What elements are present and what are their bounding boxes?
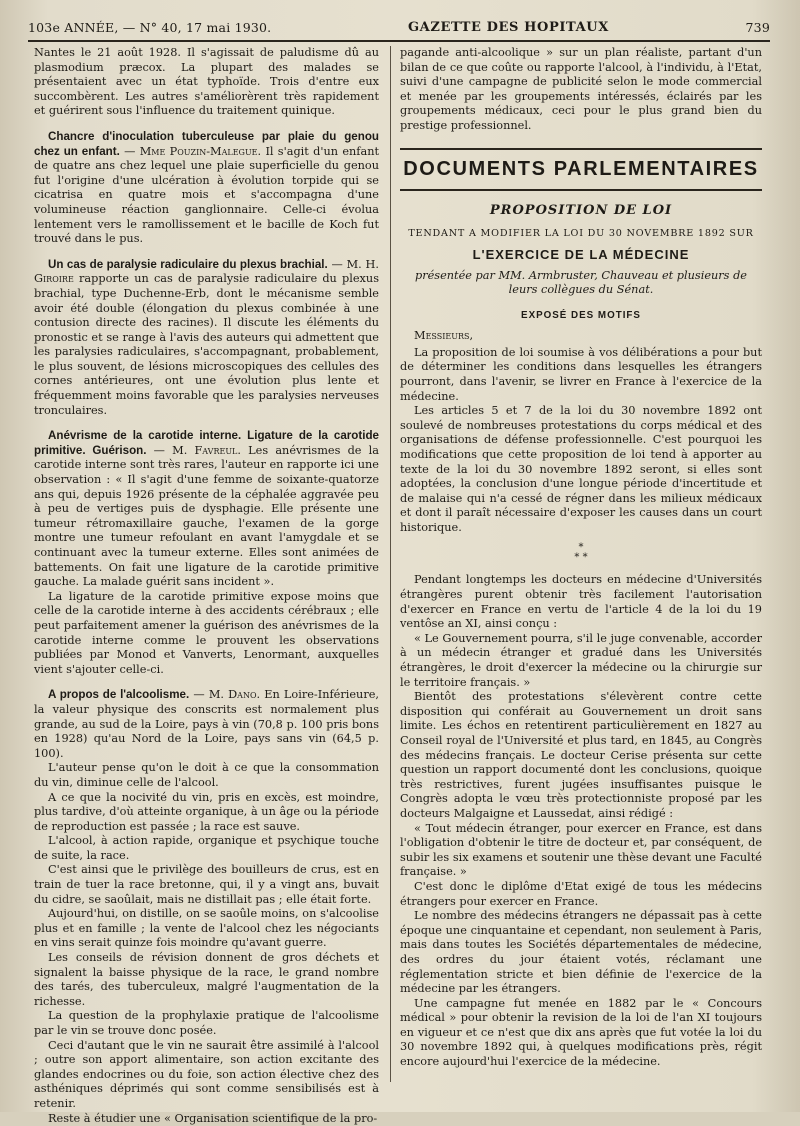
proposal-main-title: L'EXERCICE DE LA MÉDECINE <box>472 246 690 262</box>
asterism-top: * <box>578 542 584 554</box>
paragraph: C'est ainsi que le privilège des bouilleurs de crus, est en train de tuer la race bretonne, qui, il y a vingt ans, buvait du cidre, se saoûlait, mais ne distillait pas ; elle était forte. <box>34 863 379 906</box>
article-author: Mme Pouzin-Malegue. <box>139 144 262 158</box>
article-paralysie: Un cas de paralysie radiculaire du plexus brachial. — M. H. Giroire rapporte un cas de paralysie radiculaire du plexus brachial, type Duchenne-Erb, dont le mécanisme semble avoir été double (élongation du plexus combinée à une contusion directe des racines). Il discute les éléments du pronostic et se range à l'avis des auteurs qui admettent que les paralysies radiculaires, s'accompagnant, probablement, le plus souvent, de lésions microscopiques des cellules des cornes antérieures, ont une évolution plus lente et fréquemment moins favorable que les paralysies nerveuses tronculaires. <box>34 257 380 417</box>
article-chancre: Chancre d'inoculation tuberculeuse par plaie du genou chez un enfant. — Mme Pouzin-Malegue. Il s'agit d'un enfant de quatre ans chez lequel une plaie superficielle du genou fut l'origine d'une ulcération à évolution torpide qui se cicatrisa en quatre mois et s'accompagna d'une volumineuse réaction ganglionnaire. Celle-ci évolua lentement vers le ramollissement et le bacille de Koch fut trouvé dans le pus. <box>34 129 380 246</box>
paragraph: C'est donc le diplôme d'Etat exigé de tous les médecins étrangers pour exercer en France. <box>400 879 762 908</box>
quotation: « Le Gouvernement pourra, s'il le juge convenable, accorder à un médecin étranger et gradué dans les Universités étrangères, le droit d'exercer la médecine ou la chirurgie sur le territoire français. » <box>400 631 762 689</box>
article-author: M. Dano. <box>208 688 261 702</box>
paragraph: Une campagne fut menée en 1882 par le « Concours médical » pour obtenir la revision de la loi de l'an XI toujours en vigueur et ce n'est que dix ans après que fut votée la loi du 30 novembre 1892 qui, à quelques modifications près, régit encore aujourd'hui l'exercice de la médecine. <box>400 996 762 1069</box>
article-alcoolisme: A propos de l'alcoolisme. — M. Dano. En Loire-Inférieure, la valeur physique des conscrits est normalement plus grande, au sud de la Loire, pays à vin (70,8 p. 100 pris bons en 1928) qu'au Nord de la Loire, pays sans vin (64,5 p. 100). <box>34 688 380 760</box>
paragraph: La ligature de la carotide primitive expose moins que celle de la carotide interne à des accidents cérébraux ; elle peut parfaitement amener la guérison des anévrismes de la carotide interne comme le prouvent les observations publiées par Monod et Vanverts, Lenormant, auxquelles vient s'ajouter celle-ci. <box>34 589 379 676</box>
paragraph: Le nombre des médecins étrangers ne dépassait pas à cette époque une cinquantaine et cependant, non seulement à Paris, mais dans toutes les Sociétés départementales de médecine, des ordres du jour étaient votés, réclamant une réglementation stricte et bien définie de l'exercice de la médecine par les étrangers. <box>400 909 762 996</box>
article-body: Les anévrismes de la carotide interne sont très rares, l'auteur en rapporte ici une observation : « Il s'agit d'une femme de soixante-quatorze ans qui, depuis 1926 présente de la céphalée aggravée peu à peu de vertiges puis de dysphagie. Elle présente une tumeur rétromaxillaire gauche, l'examen de la gorge montre une tumeur refoulant en avant l'amygdale et se continuant avec la tumeur externe. Elles sont animées de battements. On fait une ligature de la carotide primitive gauche. La malade guérit sans incident ». <box>34 443 380 589</box>
paragraph: A ce que la nocivité du vin, pris en excès, est moindre, plus tardive, d'où atteinte organique, à un âge ou la période de reproduction est passée ; la race est sauve. <box>34 790 379 833</box>
paragraph: L'auteur pense qu'on le doit à ce que la consommation du vin, diminue celle de l'alcool. <box>34 761 379 789</box>
page-number: 739 <box>745 19 770 35</box>
asterism <box>400 543 762 563</box>
paragraph: Reste à étudier une « Organisation scientifique de la pro- <box>48 1111 378 1125</box>
paragraph: pagande anti-alcoolique » sur un plan réaliste, partant d'un bilan de ce que coûte ou rapporte l'alcool, à l'individu, à l'Etat, suivi d'une campagne de publicité selon le mode commercial et menée par les groupements intéressés, éclairés par les groupements médicaux, ceci pour le plus grand bien du prestige professionnel. <box>400 46 762 132</box>
page-header <box>28 14 770 40</box>
paragraph: Ceci d'autant que le vin ne saurait être assimilé à l'alcool ; outre son apport alimentaire, son action excitante des glandes endocrines ou du foie, son action élective chez des asthéniques déprimés qui sont comme sensibilisés est à retenir. <box>34 1038 379 1110</box>
article-body: Il s'agit d'un enfant de quatre ans chez lequel une plaie superficielle du genou fut l'origine d'une ulcération à évolution torpide qui se cicatrisa en quatre mois et s'accompagna d'une volumineuse réaction ganglionnaire. Celle-ci évolua lentement vers le ramollissement et le bacille de Koch fut trouvé dans le pus. <box>34 144 380 246</box>
proposal-subtitle: TENDANT A MODIFIER LA LOI DU 30 NOVEMBRE 1892 SUR <box>408 227 754 239</box>
left-column <box>34 46 380 1125</box>
paragraph: La proposition de loi soumise à vos délibérations a pour but de déterminer les conditions dans lesquelles les étrangers pourront, dans l'avenir, se livrer en France à l'exercice de la médecine. <box>400 345 762 403</box>
article-author: M. H. Giroire <box>34 257 379 286</box>
proposal-title: PROPOSITION DE LOI <box>489 202 673 218</box>
paragraph: L'alcool, à action rapide, organique et psychique touche de suite, la race. <box>34 834 379 862</box>
paragraph: Les articles 5 et 7 de la loi du 30 novembre 1892 ont soulevé de nombreuses protestations du corps médical et des organisations de défense professionnelle. C'est pourquoi les modifications que cette proposition de loi tend à apporter au texte de la loi du 30 novembre 1892 seront, si elles sont adoptées, la conclusion d'une longue période d'incertitude et de malaise qui n'a cessé de régner dans les milieux médicaux et dont il paraît nécessaire d'exposer les causes dans un court historique. <box>400 404 762 534</box>
paragraph: Aujourd'hui, on distille, on se saoûle moins, on s'alcoolise plus et en famille ; la vente de l'alcool chez les négociants en vins serait quinze fois moindre qu'avant guerre. <box>34 907 379 950</box>
article-title: Anévrisme de la carotide interne. Ligature de la carotide primitive. Guérison. <box>34 429 379 457</box>
paragraph: Pendant longtemps les docteurs en médecine d'Universités étrangères purent obtenir très facilement l'autorisation d'exercer en France en vertu de l'article 4 de la loi du 19 ventôse an XI, ainsi conçu : <box>400 573 762 631</box>
column-divider <box>390 46 391 1082</box>
article-author: M. Favreul. <box>172 443 241 457</box>
article-anevrisme: Anévrisme de la carotide interne. Ligature de la carotide primitive. Guérison. — M. Favreul. Les anévrismes de la carotide interne sont très rares, l'auteur en rapporte ici une observation : « Il s'agit d'une femme de soixante-quatorze ans qui, depuis 1926 présente de la céphalée aggravée peu à peu de vertiges puis de dysphagie. Elle présente une tumeur rétromaxillaire gauche, l'examen de la gorge montre une tumeur refoulant en avant l'amygdale et se continuant avec la tumeur externe. Elles sont animées de battements. On fait une ligature de la carotide primitive gauche. La malade guérit sans incident ». <box>34 429 380 589</box>
expose-heading: EXPOSÉ DES MOTIFS <box>521 309 641 321</box>
right-column <box>400 46 762 1100</box>
paragraph: Les conseils de révision donnent de gros déchets et signalent la baisse physique de la race, le grand nombre des tarés, des tuberculeux, malgré l'augmentation de la richesse. <box>34 951 379 1008</box>
paragraph: Bientôt des protestations s'élevèrent contre cette disposition qui conférait au Gouvernement un droit sans limite. Les échos en retentirent particulièrement en 1827 au Conseil royal de l'Université et plus tard, en 1845, au Congrès des médecins français. Le docteur Cerise présenta sur cette question un rapport documenté dont les conclusions, quoique très restrictives, furent jugées insuffisantes puisque le Congrès adopta le vœu très protectionniste proposé par les docteurs Malgaigne et Laussedat, ainsi rédigé : <box>400 690 762 820</box>
journal-title: GAZETTE DES HOPITAUX <box>407 19 609 35</box>
article-body: En Loire-Inférieure, la valeur physique des conscrits est normalement plus grande, au sud de la Loire, pays à vin (70,8 p. 100 pris bons en 1928) qu'au Nord de la Loire, pays sans vin (64,5 p. 100). <box>34 688 380 760</box>
proposal-authors: présentée par MM. Armbruster, Chauveau et plusieurs de leurs collègues du Sénat. <box>414 268 747 297</box>
salutation: Messieurs, <box>414 328 474 342</box>
header-rule <box>28 40 770 42</box>
issue-info: 103e ANNÉE, — N° 40, 17 mai 1930. <box>28 19 272 35</box>
paragraph: La question de la prophylaxie pratique de l'alcoolisme par le vin se trouve donc posée. <box>34 1009 379 1037</box>
quotation: « Tout médecin étranger, pour exercer en France, est dans l'obligation d'obtenir le titre de docteur et, par conséquent, de subir les six examens et soutenir une thèse devant une Faculté française. » <box>400 821 762 879</box>
paragraph: Nantes le 21 août 1928. Il s'agissait de paludisme dû au plasmodium præcox. La plupart des malades se présentaient avec un état typhoïde. Trois d'entre eux succombèrent. Les autres s'améliorèrent très rapidement et guérirent sous l'influence du traitement quinique. <box>34 46 379 118</box>
article-title: Chancre d'inoculation tuberculeuse par plaie du genou chez un enfant. <box>34 129 379 158</box>
section-title: DOCUMENTS PARLEMENTAIRES <box>400 148 762 191</box>
article-body: rapporte un cas de paralysie radiculaire du plexus brachial, type Duchenne-Erb, dont le mécanisme semble avoir été double (élongation du plexus combinée à une contusion directe des racines). Il discute les éléments du pronostic et se range à l'avis des auteurs qui admettent que les paralysies radiculaires, s'accompagnant, probablement, le plus souvent, de lésions microscopiques des cellules des cornes antérieures, ont une évolution plus lente et fréquemment moins favorable que les paralysies nerveuses tronculaires. <box>34 272 380 417</box>
article-title: Un cas de paralysie radiculaire du plexus brachial. <box>48 257 328 271</box>
asterism-bottom: * * <box>574 552 588 564</box>
article-title: A propos de l'alcoolisme. <box>48 688 190 702</box>
